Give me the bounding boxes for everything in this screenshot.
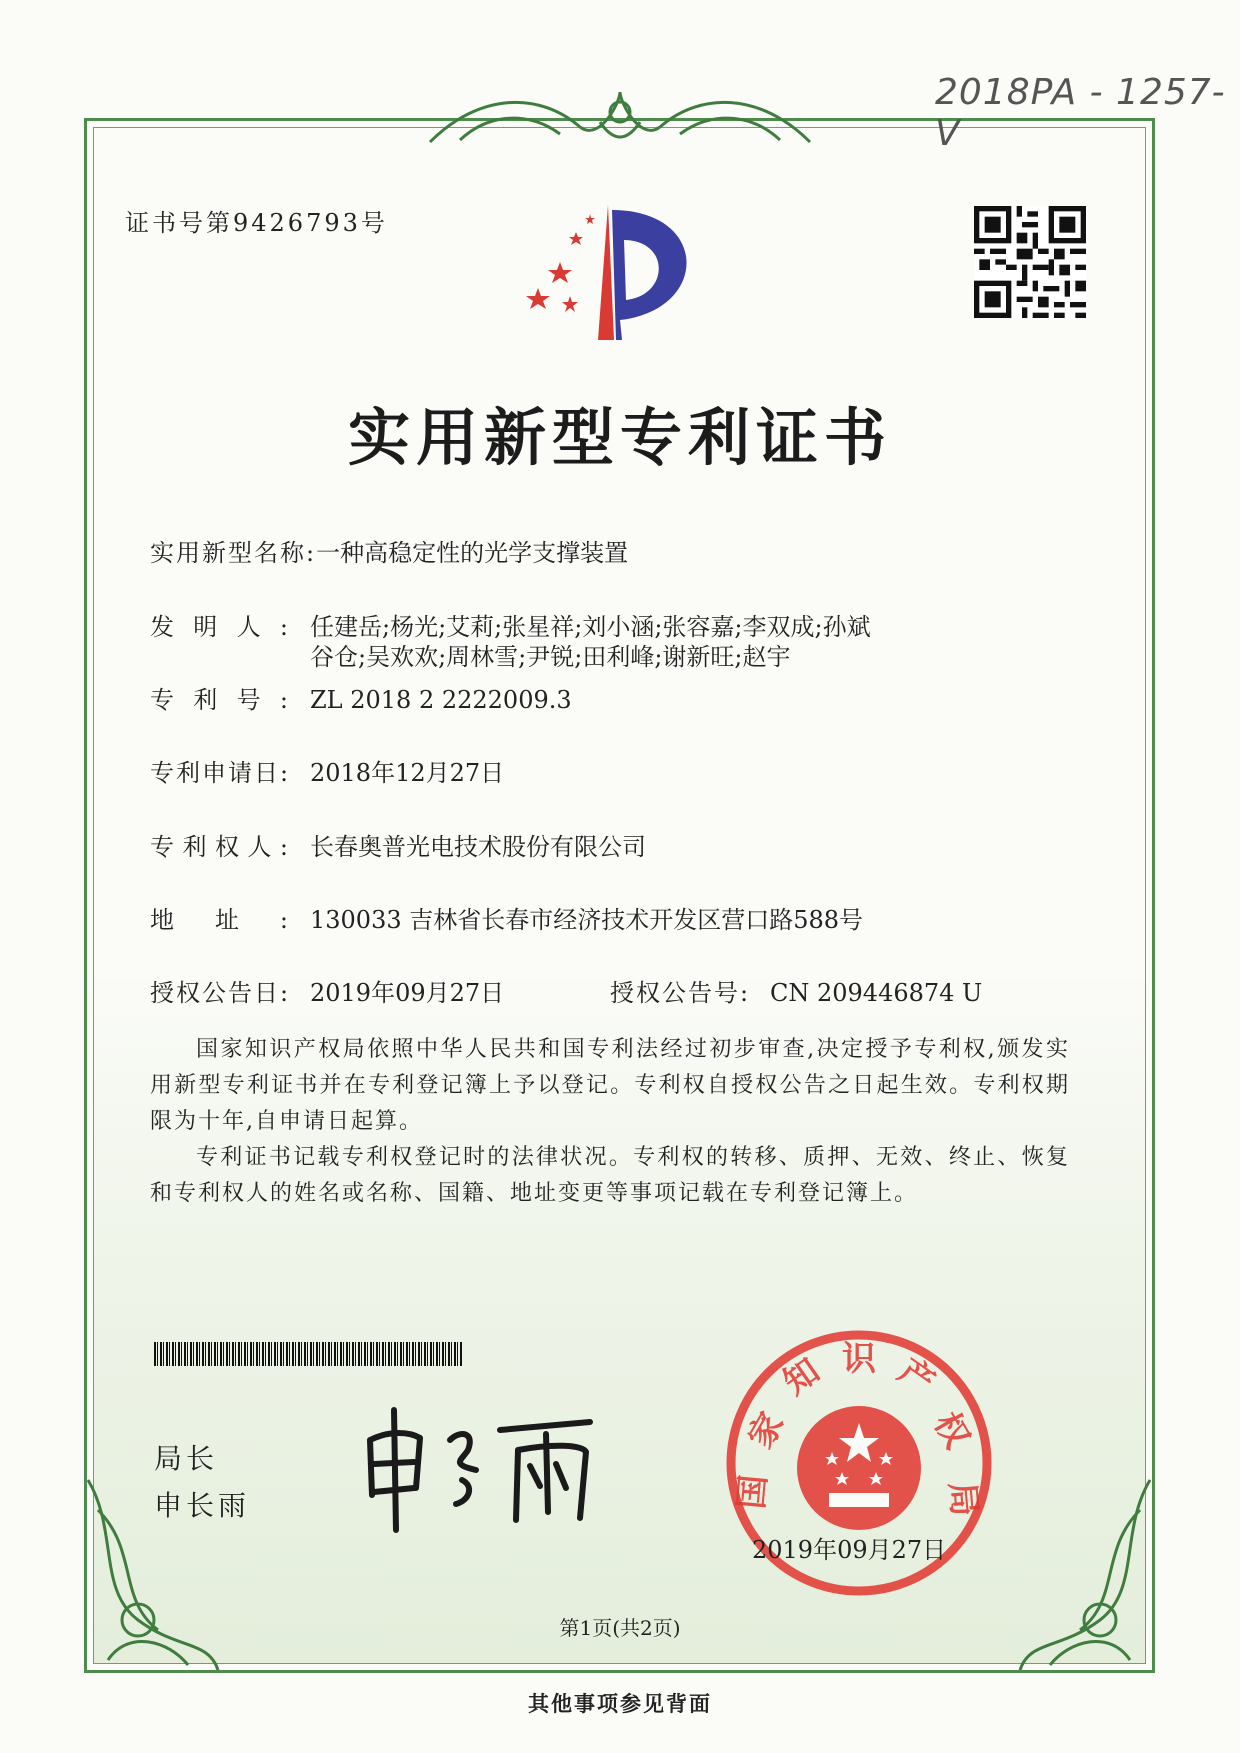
- seal-date: 2019年09月27日: [752, 1536, 947, 1564]
- svg-text:识: 识: [842, 1339, 876, 1379]
- qr-code: [974, 206, 1086, 318]
- field-patent-number-value: ZL 2018 2 2222009.3: [310, 686, 572, 714]
- svg-text:国: 国: [731, 1473, 775, 1511]
- field-name: [150, 538, 628, 568]
- statement-text-2: 专利证书记载专利权登记时的法律状况。专利权的转移、质押、无效、终止、恢复和专利权人的姓名或名称、国籍、地址变更等事项记载在专利登记簿上。: [150, 1145, 1070, 1206]
- field-inventors-label: 发明人:: [150, 613, 290, 641]
- field-grant-date: [150, 978, 504, 1008]
- page-number: 第1页(共2页): [559, 1616, 681, 1640]
- field-grant-number-value: CN 209446874 U: [770, 979, 983, 1007]
- svg-text:家: 家: [740, 1405, 793, 1456]
- svg-text:局: 局: [941, 1480, 985, 1518]
- corner-ornament-right: [1010, 1470, 1160, 1680]
- field-grant-number-label: 授权公告号:: [610, 979, 751, 1007]
- statement-paragraph-1: [150, 1032, 1070, 1140]
- logo-star-1: [548, 262, 572, 283]
- field-address-value: 130033 吉林省长春市经济技术开发区营口路588号: [310, 906, 864, 934]
- director-signature: [350, 1400, 610, 1540]
- field-name-value: 一种高稳定性的光学支撑装置: [316, 539, 629, 567]
- cnipa-logo: [520, 200, 710, 350]
- field-patent-number-label: 专利号:: [150, 686, 290, 714]
- field-patentee: [150, 832, 646, 862]
- field-grant-date-label: 授权公告日:: [150, 979, 291, 1007]
- field-filing-date-value: 2018年12月27日: [310, 759, 505, 787]
- field-patentee-value: 长春奥普光电技术股份有限公司: [310, 833, 646, 861]
- field-address: [150, 905, 863, 935]
- field-grant-number: [610, 978, 982, 1008]
- logo-star-4: [569, 232, 583, 245]
- statement-paragraph-2: [150, 1140, 1070, 1212]
- logo-red-wedge: [598, 205, 614, 340]
- field-patent-number: [150, 685, 572, 715]
- field-patentee-label: 专利权人:: [150, 833, 290, 861]
- logo-star-3: [562, 296, 578, 312]
- field-grant-date-value: 2019年09月27日: [310, 979, 505, 1007]
- field-filing-date-label: 专利申请日:: [150, 759, 291, 787]
- svg-text:知: 知: [776, 1350, 828, 1404]
- field-filing-date: [150, 758, 504, 788]
- field-inventors: [150, 612, 871, 672]
- logo-star-5: [585, 214, 595, 224]
- svg-text:权: 权: [925, 1405, 978, 1456]
- certificate-number: 证书号第9426793号: [125, 209, 388, 237]
- logo-star-2: [526, 288, 550, 309]
- page-title: 实用新型专利证书: [347, 401, 892, 474]
- svg-text:产: 产: [890, 1350, 942, 1404]
- footer-note: 其他事项参见背面: [528, 1691, 712, 1716]
- field-inventors-line2: 谷仓;吴欢欢;周林雪;尹锐;田利峰;谢新旺;赵宇: [310, 643, 791, 671]
- field-name-label: 实用新型名称:: [150, 539, 317, 567]
- field-inventors-line1: 任建岳;杨光;艾莉;张星祥;刘小涵;张容嘉;李双成;孙斌: [310, 613, 871, 641]
- director-title: 局长: [154, 1442, 219, 1475]
- director-name: 申长雨: [154, 1489, 251, 1522]
- logo-blue-p: [612, 210, 687, 340]
- handwritten-note: 2018PA - 1257-V: [935, 72, 1226, 154]
- field-address-label: 地址:: [150, 906, 290, 934]
- statement-text-1: 国家知识产权局依照中华人民共和国专利法经过初步审查,决定授予专利权,颁发实用新型专利证书并在专利登记簿上予以登记。专利权自授权公告之日起生效。专利权期限为十年,自申请日起算。: [150, 1037, 1070, 1134]
- barcode: [154, 1342, 462, 1366]
- top-ornament: [420, 82, 820, 152]
